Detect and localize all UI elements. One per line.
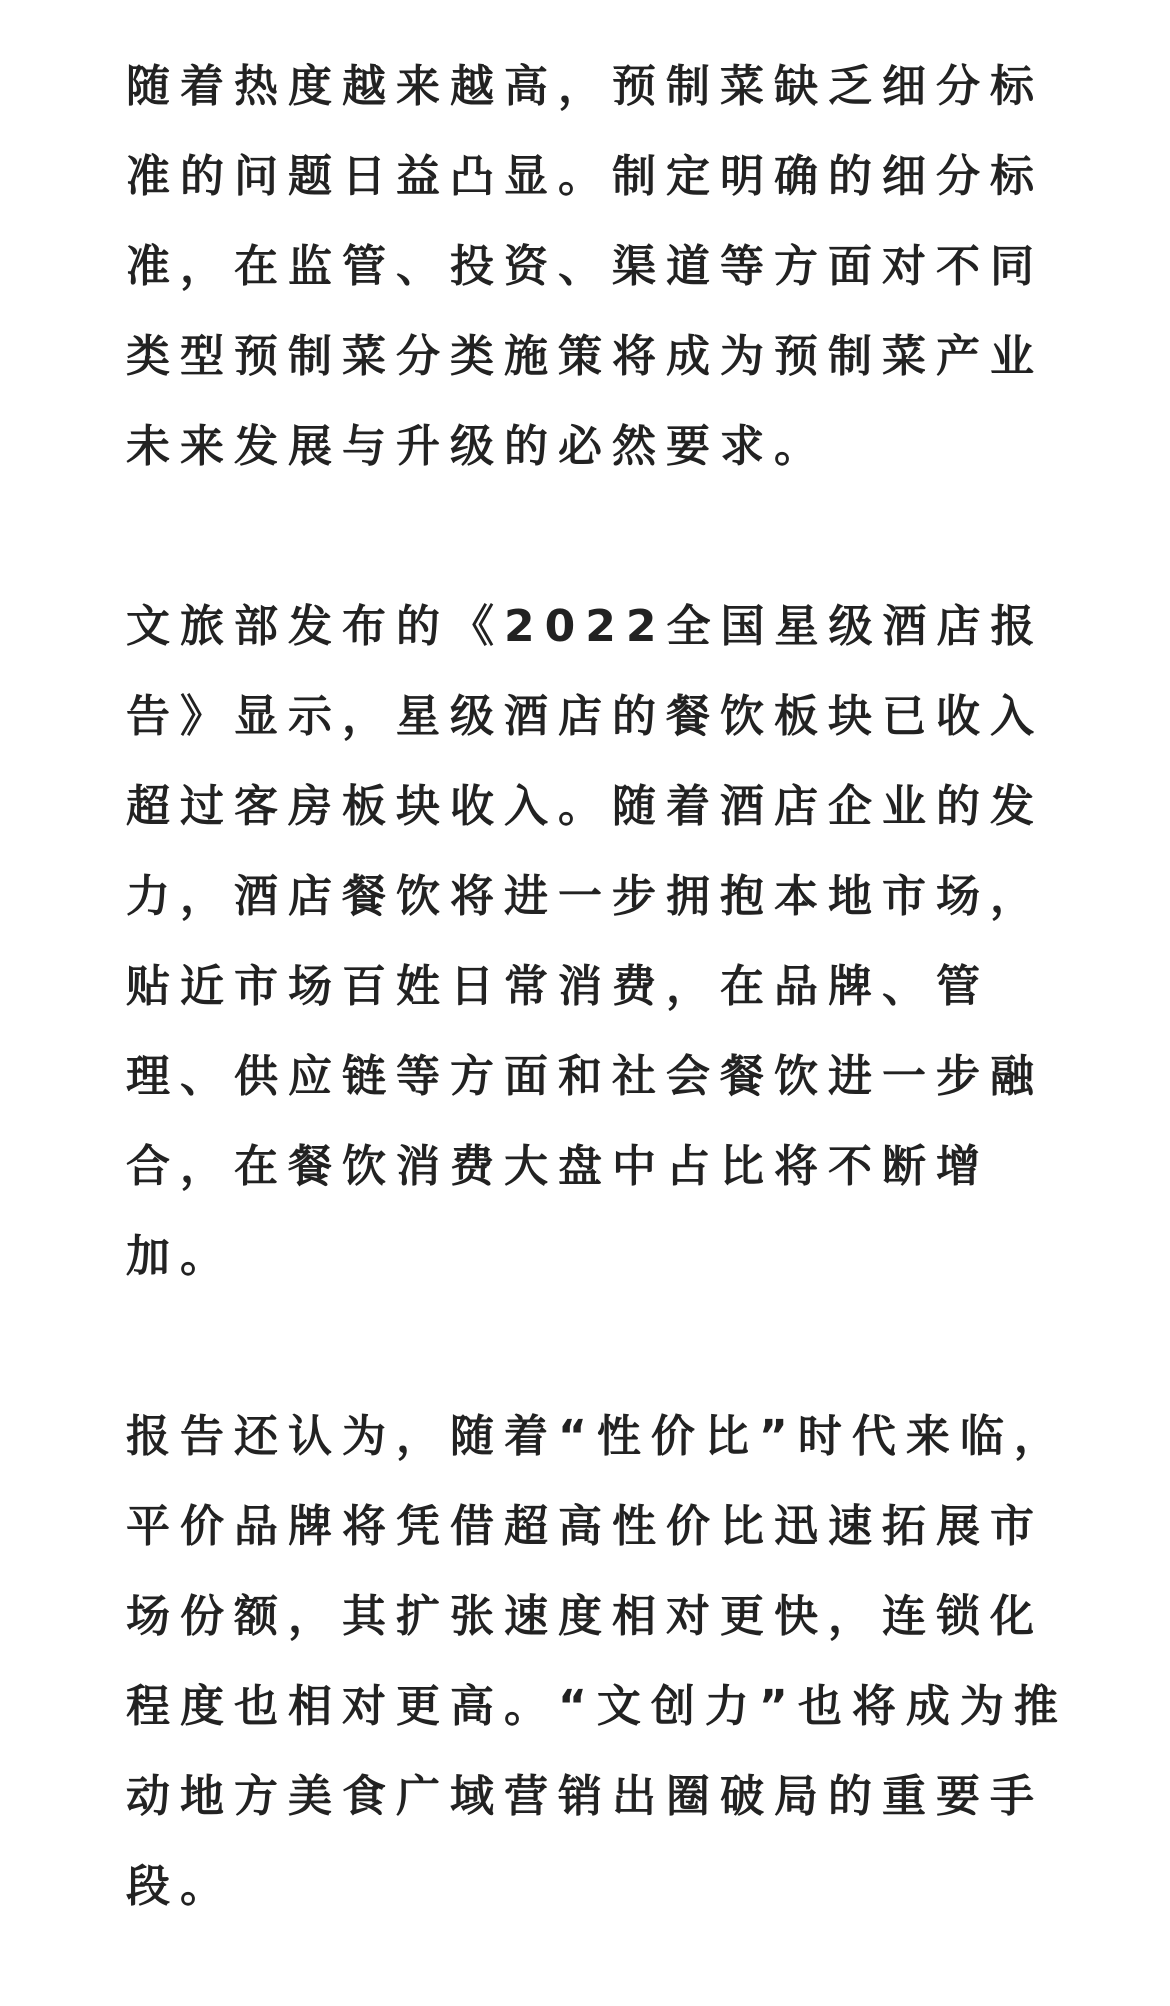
text-line: 动地方美食广域营销出圈破局的重要手 xyxy=(126,1771,1044,1822)
article-body xyxy=(126,42,1068,1932)
paragraph-value-brands xyxy=(126,1392,1068,1932)
text-line: 报告还认为，随着“性价比”时代来临， xyxy=(126,1411,1068,1462)
paragraph-hotel-report xyxy=(126,582,1056,1302)
text-line: 类型预制菜分类施策将成为预制菜产业 xyxy=(126,331,1044,382)
text-line: 段。 xyxy=(126,1861,234,1912)
text-line: 场份额，其扩张速度相对更快，连锁化 xyxy=(126,1591,1044,1642)
text-line: 随着热度越来越高，预制菜缺乏细分标 xyxy=(126,61,1044,112)
text-line: 未来发展与升级的必然要求。 xyxy=(126,421,828,472)
paragraph-spacer xyxy=(126,492,1056,582)
text-line: 文旅部发布的《2022全国星级酒店报 xyxy=(126,601,1045,652)
text-line: 理、供应链等方面和社会餐饮进一步融 xyxy=(126,1051,1044,1102)
text-line: 合，在餐饮消费大盘中占比将不断增 xyxy=(126,1141,990,1192)
text-line: 程度也相对更高。“文创力”也将成为推 xyxy=(126,1681,1068,1732)
text-line: 准的问题日益凸显。制定明确的细分标 xyxy=(126,151,1044,202)
text-line: 贴近市场百姓日常消费，在品牌、管 xyxy=(126,961,990,1012)
text-line: 力，酒店餐饮将进一步拥抱本地市场， xyxy=(126,871,1044,922)
paragraph-spacer xyxy=(126,1302,1056,1392)
paragraph-prepared-food xyxy=(126,42,1056,492)
text-line: 告》显示，星级酒店的餐饮板块已收入 xyxy=(126,691,1044,742)
text-line: 超过客房板块收入。随着酒店企业的发 xyxy=(126,781,1044,832)
text-line: 加。 xyxy=(126,1231,234,1282)
text-line: 准，在监管、投资、渠道等方面对不同 xyxy=(126,241,1044,292)
text-line: 平价品牌将凭借超高性价比迅速拓展市 xyxy=(126,1501,1044,1552)
